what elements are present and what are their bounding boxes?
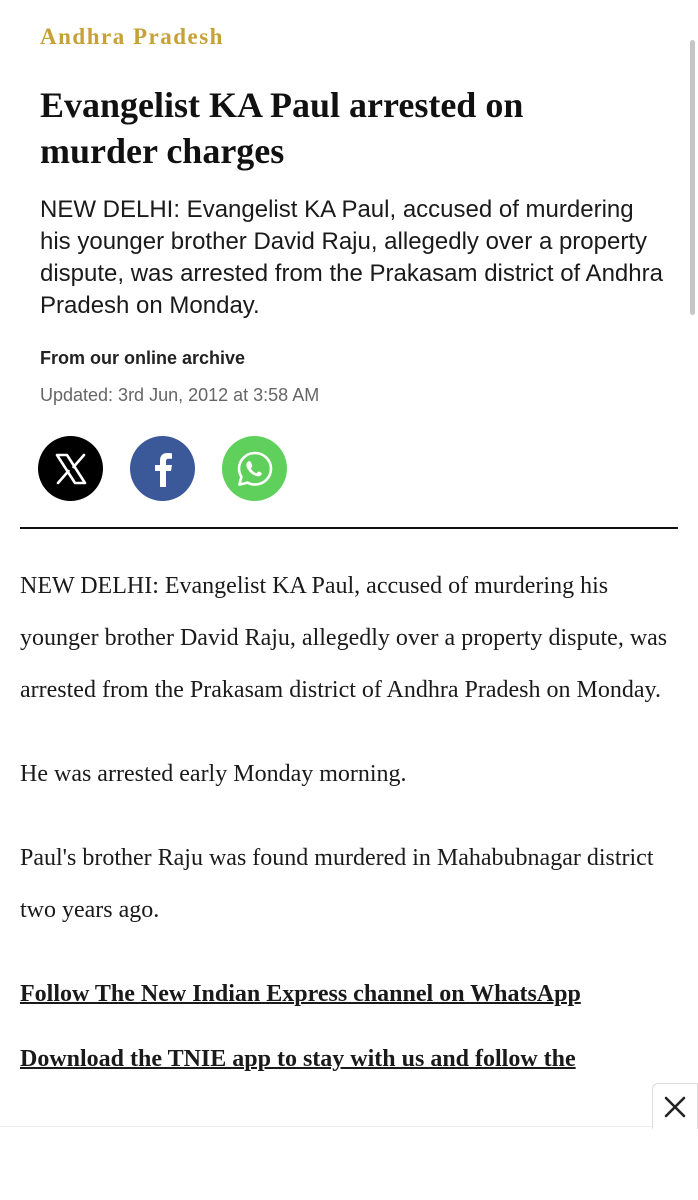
facebook-icon bbox=[148, 451, 178, 487]
scrollbar[interactable] bbox=[690, 40, 695, 315]
whatsapp-icon bbox=[235, 449, 275, 489]
share-x-button[interactable] bbox=[38, 436, 103, 501]
divider bbox=[20, 527, 678, 529]
article-source: From our online archive bbox=[40, 348, 246, 368]
body-paragraph: He was arrested early Monday morning. bbox=[20, 761, 407, 787]
article-updated-timestamp: Updated: 3rd Jun, 2012 at 3:58 AM bbox=[40, 385, 320, 405]
article-headline: Evangelist KA Paul arrested on murder charges bbox=[40, 85, 524, 171]
section-label[interactable]: Andhra Pradesh bbox=[40, 24, 224, 49]
x-icon bbox=[53, 451, 89, 487]
article-body bbox=[20, 560, 678, 1098]
body-paragraph: NEW DELHI: Evangelist KA Paul, accused of murdering his younger brother David Raju, allegedly over a property dispute, was arrested from the Prakasam district of Andhra Pradesh on Monday. bbox=[20, 573, 668, 703]
body-paragraph: Paul's brother Raju was found murdered in Mahabubnagar district two years ago. bbox=[20, 845, 654, 923]
ad-overlay bbox=[0, 1126, 698, 1200]
close-icon bbox=[663, 1095, 687, 1119]
ad-close-button[interactable] bbox=[652, 1083, 698, 1129]
article-summary: NEW DELHI: Evangelist KA Paul, accused of murdering his younger brother David Raju, allegedly over a property dispute, was arrested from the Prakasam district of Andhra Pradesh on Monday. bbox=[40, 196, 663, 319]
share-buttons bbox=[38, 436, 287, 501]
download-app-link[interactable]: Download the TNIE app to stay with us and follow the bbox=[20, 1046, 576, 1072]
share-facebook-button[interactable] bbox=[130, 436, 195, 501]
share-whatsapp-button[interactable] bbox=[222, 436, 287, 501]
whatsapp-channel-link[interactable]: Follow The New Indian Express channel on WhatsApp bbox=[20, 981, 581, 1007]
